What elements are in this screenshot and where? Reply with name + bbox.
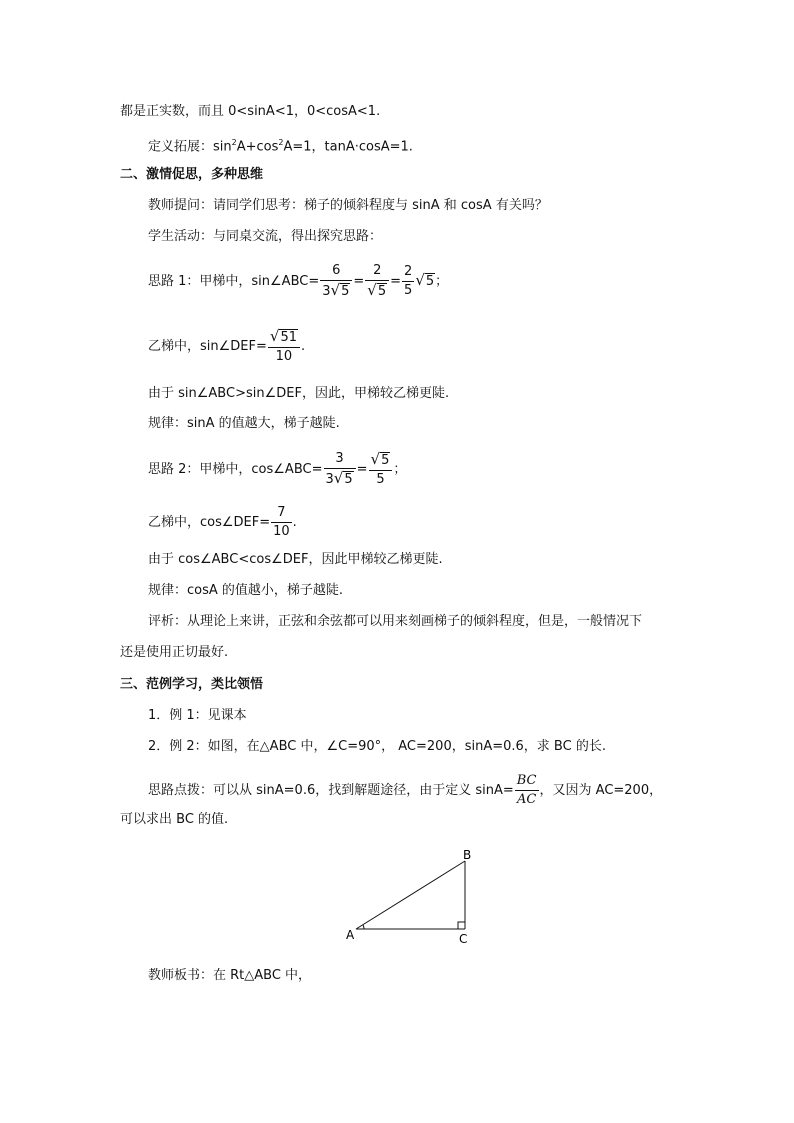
example-2: 2．例 2：如图，在△ABC 中，∠C=90°， AC=200，sinA=0.6，求 BC 的长.: [148, 739, 606, 754]
ladder-b-sin: 乙梯中，sin∠DEF= $\frac{√51}{10}$ .: [148, 327, 306, 364]
example-1: 1．例 1：见课本: [148, 708, 247, 723]
comment-line-2: 还是使用正切最好.: [120, 645, 229, 660]
angle-a-arc: [363, 925, 364, 929]
fraction: $\frac{BC}{AC}$: [516, 773, 537, 807]
vertex-b-label: B: [463, 848, 472, 862]
fraction: $\frac{7}{10}$: [273, 505, 290, 539]
conclusion-2: 由于 cos∠ABC<cos∠DEF，因此甲梯较乙梯更陡.: [148, 552, 443, 567]
definition-extension: 定义拓展：$\sin^2A+\cos^2A=1$，tanA·cosA=1.: [148, 138, 413, 155]
fraction: $\frac{√51}{10}$: [268, 327, 300, 366]
teacher-question: 教师提问：请同学们思考：梯子的倾斜程度与 sinA 和 cosA 有关吗？: [148, 198, 548, 213]
text-line: 都是正实数，而且 0<sinA<1，0<cosA<1.: [120, 104, 381, 119]
triangle-figure: [340, 845, 480, 945]
hint-line: 思路点拨：可以从 sinA=0.6，找到解题途径，由于定义 sinA= $\frac{BC}{AC}$ ，又因为 AC=200，: [148, 773, 663, 807]
section-heading-2: 二、激情促思，多种思维: [120, 167, 264, 182]
section-heading-3: 三、范例学习，类比领悟: [120, 677, 264, 692]
approach-2-line: 思路 2：甲梯中，cos∠ABC= $\frac{3}{3√5}$ = $\frac{√5}{5}$ ；: [148, 450, 407, 487]
conclusion-1: 由于 sin∠ABC>sin∠DEF，因此，甲梯较乙梯更陡.: [148, 386, 450, 401]
vertex-a-label: A: [346, 928, 355, 942]
approach-1-line: 思路 1：甲梯中，sin∠ABC= $\frac{6}{3√5}$ = $\frac{2}{√5}$ = $\frac{2}{5}$ √5；: [148, 263, 449, 299]
fraction: $\frac{√5}{5}$: [369, 450, 393, 489]
fraction: $\frac{2}{√5}$: [365, 262, 389, 301]
ladder-b-cos: 乙梯中，cos∠DEF= $\frac{7}{10}$ .: [148, 505, 297, 539]
right-angle-mark: [458, 922, 465, 929]
teacher-board: 教师板书：在 Rt△ABC 中，: [148, 968, 312, 983]
rule-1: 规律：sinA 的值越大，梯子越陡.: [148, 416, 340, 431]
fraction: $\frac{3}{3√5}$: [324, 450, 356, 489]
student-activity: 学生活动：与同桌交流，得出探究思路：: [148, 229, 383, 244]
rule-2: 规律：cosA 的值越小，梯子越陡.: [148, 583, 344, 598]
fraction: $\frac{6}{3√5}$: [320, 262, 352, 301]
fraction: $\frac{2}{5}$: [404, 264, 413, 298]
vertex-c-label: C: [459, 932, 468, 945]
hypotenuse-ab: [356, 861, 465, 929]
comment-line-1: 评析：从理论上来讲，正弦和余弦都可以用来刻画梯子的倾斜程度，但是，一般情况下: [148, 614, 643, 629]
hint-line-2: 可以求出 BC 的值.: [120, 812, 229, 827]
